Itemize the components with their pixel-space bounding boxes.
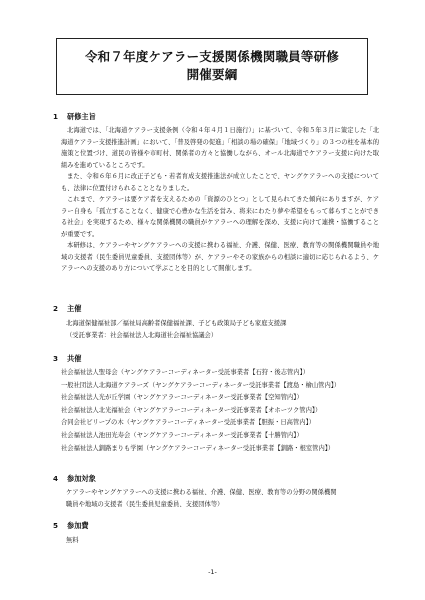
section-title: 共催 xyxy=(67,354,82,363)
section-2-heading xyxy=(53,304,81,314)
list-item: 合同会社ピリープの木（ヤングケアラーコーディネーター受託事業者【胆振・日高管内】） xyxy=(61,419,316,427)
title-box xyxy=(56,38,368,95)
paragraph: また、令和６年６月に改正子ども・若者育成支援推進法が成立したことで、ヤングケアラーへの支援についても、法律に位置付けられることとなりました。 xyxy=(61,173,379,192)
list-item: 社会福祉法人聖母会（ヤングケアラーコーディネーター受託事業者【石狩・後志管内】） xyxy=(61,369,310,376)
text-line: 北海道保健福祉部／福祉局高齢者保健福祉課、子ども政策局子ども家庭支援課 xyxy=(66,320,287,327)
section-number: 5 xyxy=(53,521,59,530)
text-line: ケアラーやヤングケアラーへの支援に携わる福祉、介護、保健、医療、教育等の分野の関係機関 xyxy=(66,489,337,496)
section-3-heading xyxy=(53,354,81,364)
section-1-body xyxy=(61,125,379,275)
section-title: 研修主旨 xyxy=(67,112,96,121)
section-number: 2 xyxy=(53,304,59,313)
text-line: 職員や地域の支援者（民生委員児童委員、支援団体等） xyxy=(66,500,224,508)
section-title: 参加対象 xyxy=(67,474,96,483)
document-subtitle: 開催要綱 xyxy=(186,67,238,82)
page-number: -1- xyxy=(208,568,217,576)
section-number: 3 xyxy=(53,354,59,363)
list-item: 社会福祉法人釧路まりも学園（ヤングケアラーコーディネーター受託事業者【釧路・根室管内】） xyxy=(61,444,335,452)
list-item: 社会福祉法人北光福祉会（ヤングケアラーコーディネーター受託事業者【オホーツク管内】） xyxy=(61,406,322,414)
section-1-heading xyxy=(53,112,96,122)
section-2-body xyxy=(66,318,376,341)
section-title: 主催 xyxy=(67,304,82,313)
section-title: 参加費 xyxy=(67,521,89,530)
section-4-heading xyxy=(53,474,96,484)
section-5-heading xyxy=(53,521,89,531)
list-item: 社会福祉法人池田光寿会（ヤングケアラーコーディネーター受託事業者【十勝管内】） xyxy=(61,431,303,439)
section-number: 4 xyxy=(53,474,59,483)
section-5-body xyxy=(66,535,376,547)
paragraph: これまで、ケアラーは要ケア者を支えるための「資源のひとつ」として見られてきた傾向にありますが、ケアラー自身も「孤立することなく、健康で心豊かな生活を営み、将来にわたり夢や希望をもって暮らすことができる社会」を実現するため、様々な関係機関の職員がケアラーへの理解を深め、支援に向けて連携・協働することが重要です。 xyxy=(61,196,379,238)
paragraph: 本研修は、ケアラーやヤングケアラーへの支援に携わる福祉、介護、保健、医療、教育等の関係機関職員や地域の支援者（民生委員児童委員、支援団体等）が、ケアラーやその家族からの相談に適切に応じられるよう、ケアラーへの支援のあり方について学ぶことを目的として開催します。 xyxy=(61,242,379,272)
section-3-list xyxy=(61,367,379,455)
list-item: 一般社団法人北海道ケアラーズ（ヤングケアラーコーディネーター受託事業者【渡島・檜山管内】） xyxy=(61,381,341,389)
document-title: 令和７年度ケアラー支援関係機関職員等研修 xyxy=(84,49,339,64)
text-line: （受託事業者：社会福祉法人北海道社会福祉協議会） xyxy=(66,331,218,339)
paragraph: 北海道では、「北海道ケアラー支援条例（令和４年４月１日施行）」に基づいて、令和５年３月に策定した「北海道ケアラー支援推進計画」において、「普及啓発の促進」「相談の場の確保」「地域づくり」の３つの柱を基本的施策と位置づけ、道民の皆様や市町村、関係者の方々と協働しながら、オール北海道でケアラー支援に向けた取組みを進めているところです。 xyxy=(61,127,379,169)
section-4-body xyxy=(66,487,376,510)
text-line: 無料 xyxy=(66,537,79,544)
list-item: 社会福祉法人光が丘学園（ヤングケアラーコーディネーター受託事業者【空知管内】） xyxy=(61,394,303,402)
section-number: 1 xyxy=(53,112,59,121)
